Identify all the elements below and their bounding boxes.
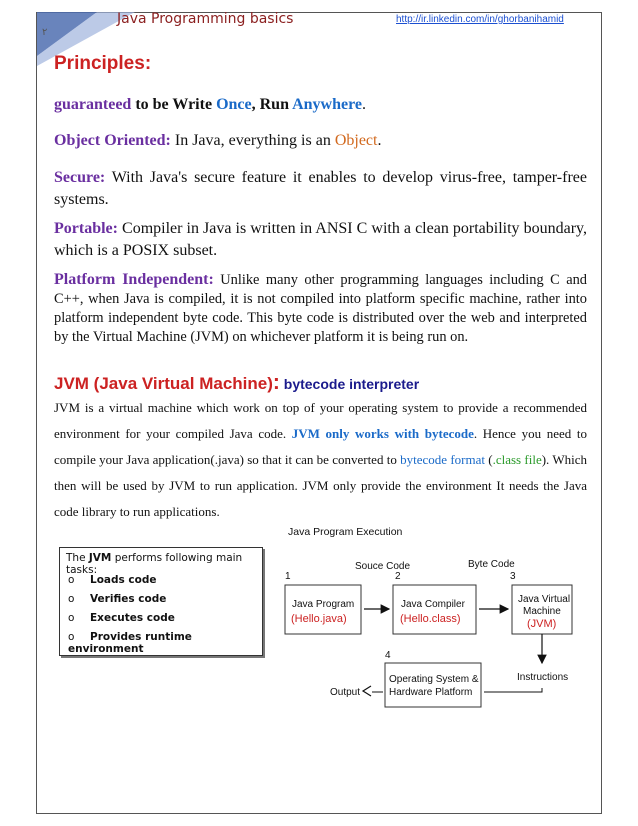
box-java-compiler-file: (Hello.class)	[400, 613, 461, 625]
box-jvm-abbr: (JVM)	[527, 618, 557, 630]
label-source-code: Souce Code	[355, 561, 411, 572]
jvm-subheading: bytecode interpreter	[279, 376, 420, 392]
kw-anywhere: Anywhere	[292, 96, 362, 113]
text: to be Write	[131, 96, 217, 113]
text: , Run	[251, 96, 293, 113]
list-item: o Loads code	[68, 574, 157, 586]
kw-secure: Secure:	[54, 169, 106, 186]
jvm-tasks-box	[59, 547, 263, 656]
jvm-heading-colon: :	[272, 371, 280, 394]
text: ). Which then will be used by JVM to run application. JVM only provide the environment It needs the Java code library to run applications.	[54, 452, 587, 519]
text: In Java, everything is an	[170, 132, 335, 149]
bytecode-format: bytecode format	[400, 452, 485, 467]
list-item: o Provides runtime environment	[68, 631, 192, 655]
box-java-program-file: (Hello.java)	[291, 613, 347, 625]
header-title: Java Programming basics	[117, 11, 294, 27]
output-arrow	[363, 686, 371, 696]
box-java-compiler-label: Java Compiler	[401, 599, 465, 610]
principle-platform-independent	[54, 270, 587, 347]
box-os-label: Hardware Platform	[389, 687, 473, 698]
header-link[interactable]: http://ir.linkedin.com/in/ghorbanihamid	[396, 14, 564, 25]
text: Compiler in Java is written in ANSI C with a clean portability boundary, which is a POSIX subset.	[54, 220, 587, 259]
execution-diagram	[270, 520, 590, 720]
text: .	[377, 132, 382, 149]
connector-line	[484, 688, 542, 692]
list-item: o Executes code	[68, 612, 175, 624]
box-java-program-label: Java Program	[292, 599, 355, 610]
step-number: 1	[285, 571, 291, 582]
list-item: o Verifies code	[68, 593, 167, 605]
principle-object-oriented	[54, 130, 587, 152]
box-jvm-label: Machine	[523, 606, 561, 617]
kw-platform-independent: Platform Independent:	[54, 271, 214, 288]
diagram-title: Java Program Execution	[288, 526, 403, 538]
step-number: 4	[385, 650, 391, 661]
text: Unlike many other programming languages including C and C++, when Java is compiled, it is not compiled into platform specific machine, rather into platform independent byte code. This byte code is distributed over the web and interpreted by the Virtual Machine (JVM) on whichever platform it is being run on.	[54, 272, 587, 345]
step-number: 3	[510, 571, 516, 582]
step-number: 2	[395, 571, 401, 582]
principle-secure	[54, 167, 587, 211]
box-os-hardware	[385, 663, 481, 707]
kw-object-oriented: Object Oriented:	[54, 132, 171, 149]
principles-heading: Principles:	[54, 53, 152, 74]
text: . Hence you need to compile your Java application(.java) so that it can be converted to	[54, 426, 587, 467]
kw-once: Once	[216, 96, 252, 113]
box-os-label: Operating System &	[389, 674, 479, 685]
page-number: ۲	[42, 27, 48, 38]
kw-object: Object	[334, 132, 378, 149]
text: (	[484, 452, 493, 467]
kw-guaranteed: guaranteed	[54, 96, 132, 113]
text: With Java's secure feature it enables to develop virus-free, tamper-free systems.	[54, 169, 587, 208]
class-file-ext: .class file	[492, 452, 542, 467]
jvm-heading-title: JVM (Java Virtual Machine)	[54, 374, 273, 393]
principle-write-once	[54, 94, 587, 116]
label-byte-code: Byte Code	[468, 559, 515, 570]
kw-portable: Portable:	[54, 220, 118, 237]
label-instructions: Instructions	[517, 672, 569, 683]
label-output: Output	[330, 687, 361, 698]
jvm-heading	[54, 371, 419, 395]
tasks-heading: The JVM performs following main tasks:	[66, 552, 243, 576]
jvm-description	[54, 395, 587, 525]
box-jvm-label: Java Virtual	[518, 594, 571, 605]
principle-portable	[54, 218, 587, 262]
text: JVM is a virtual machine which work on top of your operating system to provide a recommended environment for your compiled Java code.	[54, 400, 587, 441]
text: .	[362, 96, 366, 113]
jvm-emphasis: JVM only works with bytecode	[291, 426, 474, 441]
